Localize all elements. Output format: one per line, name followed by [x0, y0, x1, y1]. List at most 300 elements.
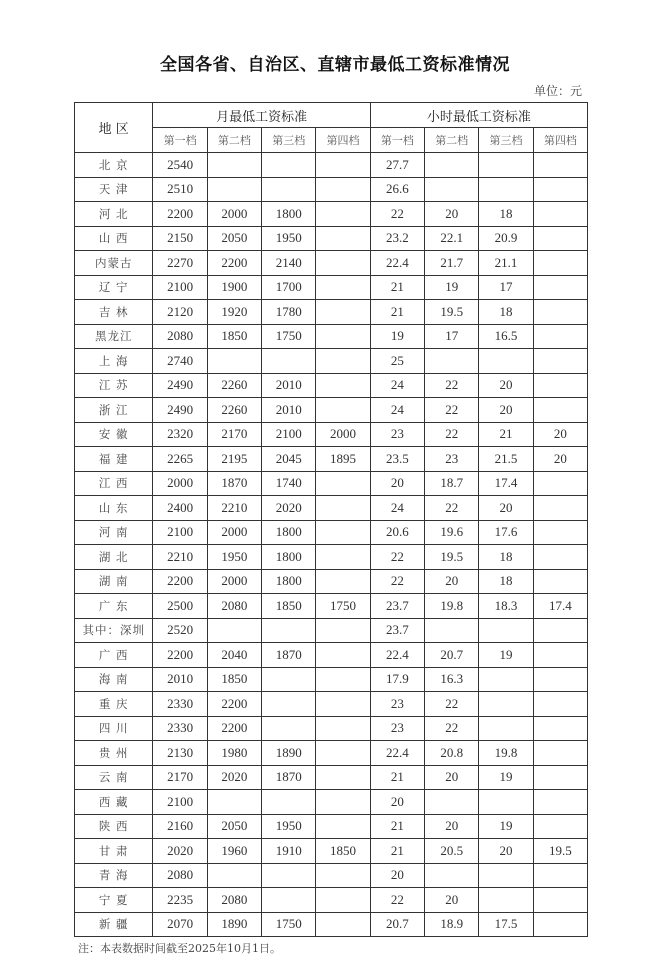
hourly-tier-2-cell: 20 [425, 814, 479, 839]
hourly-tier-4-cell [533, 177, 587, 202]
hourly-tier-1-cell: 24 [370, 398, 424, 423]
region-cell: 河 南 [75, 520, 153, 545]
hourly-tier-4-cell [533, 888, 587, 913]
monthly-tier-4-cell [316, 398, 370, 423]
hourly-tier-3-cell [479, 716, 533, 741]
hourly-tier-1-cell: 19 [370, 324, 424, 349]
monthly-tier-3-cell: 2100 [262, 422, 316, 447]
monthly-tier-4-cell [316, 226, 370, 251]
monthly-tier-1-cell: 2080 [153, 863, 207, 888]
hourly-tier-3-cell: 21.5 [479, 447, 533, 472]
monthly-tier-4-header: 第四档 [316, 128, 370, 153]
hourly-tier-1-cell: 20 [370, 471, 424, 496]
monthly-tier-2-cell [207, 349, 261, 374]
table-row [75, 545, 588, 570]
region-cell: 宁 夏 [75, 888, 153, 913]
hourly-tier-1-cell: 23.5 [370, 447, 424, 472]
table-row [75, 594, 588, 619]
monthly-tier-3-cell: 2140 [262, 251, 316, 276]
monthly-tier-3-cell: 1750 [262, 324, 316, 349]
region-cell: 其中：深圳 [75, 618, 153, 643]
hourly-tier-2-cell: 20 [425, 202, 479, 227]
monthly-tier-2-cell: 1850 [207, 667, 261, 692]
monthly-tier-3-header: 第三档 [262, 128, 316, 153]
monthly-tier-2-cell: 2200 [207, 716, 261, 741]
hourly-tier-4-cell [533, 912, 587, 937]
monthly-tier-2-cell: 2210 [207, 496, 261, 521]
hourly-tier-3-cell: 18.3 [479, 594, 533, 619]
table-row [75, 765, 588, 790]
hourly-tier-4-cell [533, 643, 587, 668]
monthly-tier-2-cell: 2040 [207, 643, 261, 668]
hourly-tier-4-cell [533, 520, 587, 545]
region-cell: 西 藏 [75, 790, 153, 815]
monthly-tier-3-cell [262, 618, 316, 643]
monthly-tier-4-cell [316, 912, 370, 937]
region-cell: 青 海 [75, 863, 153, 888]
hourly-tier-4-cell [533, 251, 587, 276]
monthly-tier-2-cell: 1920 [207, 300, 261, 325]
monthly-tier-4-cell [316, 520, 370, 545]
hourly-tier-3-cell: 19 [479, 643, 533, 668]
hourly-tier-2-cell: 22 [425, 422, 479, 447]
monthly-tier-2-cell: 1850 [207, 324, 261, 349]
monthly-tier-1-cell: 2130 [153, 741, 207, 766]
hourly-tier-2-cell: 18.9 [425, 912, 479, 937]
hourly-tier-3-cell: 18 [479, 202, 533, 227]
hourly-tier-4-cell [533, 618, 587, 643]
monthly-tier-1-cell: 2235 [153, 888, 207, 913]
monthly-tier-2-cell [207, 790, 261, 815]
monthly-tier-1-cell: 2400 [153, 496, 207, 521]
hourly-tier-1-cell: 23 [370, 422, 424, 447]
monthly-tier-3-cell [262, 153, 316, 178]
table-row [75, 324, 588, 349]
monthly-tier-4-cell [316, 251, 370, 276]
region-cell: 广 东 [75, 594, 153, 619]
table-row [75, 471, 588, 496]
hourly-tier-2-cell: 22 [425, 716, 479, 741]
table-row [75, 496, 588, 521]
monthly-tier-4-cell [316, 643, 370, 668]
hourly-tier-1-cell: 22 [370, 202, 424, 227]
region-cell: 福 建 [75, 447, 153, 472]
monthly-tier-3-cell: 2010 [262, 373, 316, 398]
hourly-wage-header: 小时最低工资标准 [370, 103, 587, 128]
hourly-tier-2-cell: 22 [425, 496, 479, 521]
monthly-tier-3-cell: 2045 [262, 447, 316, 472]
hourly-tier-2-cell: 20 [425, 888, 479, 913]
monthly-tier-1-cell: 2200 [153, 569, 207, 594]
monthly-tier-3-cell [262, 692, 316, 717]
monthly-tier-1-cell: 2120 [153, 300, 207, 325]
monthly-tier-3-cell [262, 888, 316, 913]
monthly-tier-2-cell: 2195 [207, 447, 261, 472]
hourly-tier-2-cell [425, 349, 479, 374]
hourly-tier-4-cell [533, 226, 587, 251]
monthly-tier-4-cell [316, 471, 370, 496]
hourly-tier-2-cell: 19.8 [425, 594, 479, 619]
hourly-tier-3-cell [479, 863, 533, 888]
monthly-tier-3-cell: 1870 [262, 765, 316, 790]
monthly-tier-3-cell: 1890 [262, 741, 316, 766]
hourly-tier-4-cell [533, 741, 587, 766]
monthly-tier-4-cell [316, 177, 370, 202]
table-row [75, 373, 588, 398]
monthly-tier-3-cell [262, 667, 316, 692]
hourly-tier-2-cell: 21.7 [425, 251, 479, 276]
table-row [75, 643, 588, 668]
hourly-tier-4-cell [533, 496, 587, 521]
monthly-tier-4-cell [316, 275, 370, 300]
monthly-tier-1-cell: 2510 [153, 177, 207, 202]
monthly-tier-1-cell: 2500 [153, 594, 207, 619]
monthly-tier-3-cell: 1750 [262, 912, 316, 937]
hourly-tier-3-cell: 21 [479, 422, 533, 447]
monthly-tier-4-cell: 1750 [316, 594, 370, 619]
hourly-tier-3-cell [479, 177, 533, 202]
monthly-tier-2-cell: 2080 [207, 888, 261, 913]
table-row [75, 741, 588, 766]
table-row [75, 300, 588, 325]
hourly-tier-1-cell: 21 [370, 765, 424, 790]
hourly-tier-1-cell: 21 [370, 300, 424, 325]
monthly-tier-2-cell: 2050 [207, 226, 261, 251]
hourly-tier-2-cell: 19.5 [425, 545, 479, 570]
hourly-tier-4-cell [533, 324, 587, 349]
hourly-tier-2-cell: 16.3 [425, 667, 479, 692]
hourly-tier-3-cell [479, 153, 533, 178]
hourly-tier-2-cell: 20.7 [425, 643, 479, 668]
region-cell: 黑龙江 [75, 324, 153, 349]
monthly-tier-4-cell [316, 667, 370, 692]
hourly-tier-1-cell: 22.4 [370, 643, 424, 668]
region-cell: 北 京 [75, 153, 153, 178]
monthly-tier-4-cell [316, 765, 370, 790]
hourly-tier-1-cell: 23.2 [370, 226, 424, 251]
hourly-tier-2-cell: 20.8 [425, 741, 479, 766]
monthly-tier-4-cell [316, 373, 370, 398]
monthly-tier-1-cell: 2210 [153, 545, 207, 570]
hourly-tier-1-cell: 23 [370, 692, 424, 717]
hourly-tier-4-cell [533, 667, 587, 692]
hourly-tier-1-cell: 22 [370, 888, 424, 913]
hourly-tier-3-cell [479, 667, 533, 692]
hourly-tier-1-cell: 17.9 [370, 667, 424, 692]
monthly-tier-1-header: 第一档 [153, 128, 207, 153]
monthly-tier-4-cell: 2000 [316, 422, 370, 447]
table-row [75, 520, 588, 545]
monthly-tier-1-cell: 2540 [153, 153, 207, 178]
hourly-tier-1-cell: 22.4 [370, 741, 424, 766]
hourly-tier-4-cell [533, 202, 587, 227]
hourly-tier-2-cell: 22 [425, 398, 479, 423]
hourly-tier-3-cell: 19.8 [479, 741, 533, 766]
region-cell: 陕 西 [75, 814, 153, 839]
hourly-tier-3-cell: 20 [479, 496, 533, 521]
monthly-tier-1-cell: 2100 [153, 520, 207, 545]
hourly-tier-1-cell: 20.6 [370, 520, 424, 545]
hourly-tier-2-cell: 22 [425, 692, 479, 717]
hourly-tier-3-cell [479, 692, 533, 717]
hourly-tier-3-cell [479, 349, 533, 374]
monthly-tier-1-cell: 2265 [153, 447, 207, 472]
region-cell: 广 西 [75, 643, 153, 668]
region-cell: 海 南 [75, 667, 153, 692]
hourly-tier-3-cell: 18 [479, 545, 533, 570]
table-row [75, 814, 588, 839]
hourly-tier-4-cell [533, 765, 587, 790]
table-row [75, 177, 588, 202]
monthly-tier-2-cell: 1980 [207, 741, 261, 766]
hourly-tier-4-cell: 17.4 [533, 594, 587, 619]
hourly-tier-4-cell: 20 [533, 422, 587, 447]
monthly-tier-3-cell: 1780 [262, 300, 316, 325]
monthly-tier-2-cell: 1890 [207, 912, 261, 937]
monthly-tier-3-cell: 1800 [262, 569, 316, 594]
monthly-tier-2-cell [207, 177, 261, 202]
hourly-tier-2-cell [425, 177, 479, 202]
region-cell: 上 海 [75, 349, 153, 374]
table-body [75, 153, 588, 937]
hourly-tier-1-cell: 23 [370, 716, 424, 741]
monthly-tier-3-cell [262, 716, 316, 741]
hourly-tier-1-cell: 21 [370, 275, 424, 300]
hourly-tier-1-cell: 24 [370, 373, 424, 398]
monthly-tier-3-cell: 1800 [262, 545, 316, 570]
table-row [75, 251, 588, 276]
hourly-tier-4-cell [533, 153, 587, 178]
table-row [75, 349, 588, 374]
monthly-tier-2-cell: 2260 [207, 373, 261, 398]
minimum-wage-table [74, 102, 588, 937]
hourly-tier-4-cell [533, 300, 587, 325]
hourly-tier-3-cell: 17.4 [479, 471, 533, 496]
hourly-tier-2-cell: 20.5 [425, 839, 479, 864]
monthly-tier-3-cell [262, 790, 316, 815]
hourly-tier-3-cell: 20 [479, 373, 533, 398]
table-row [75, 275, 588, 300]
monthly-tier-1-cell: 2010 [153, 667, 207, 692]
hourly-tier-2-cell [425, 790, 479, 815]
table-row [75, 863, 588, 888]
hourly-tier-3-cell: 17 [479, 275, 533, 300]
monthly-tier-2-cell: 1960 [207, 839, 261, 864]
table-row [75, 226, 588, 251]
hourly-tier-3-cell: 16.5 [479, 324, 533, 349]
table-row [75, 692, 588, 717]
region-cell: 天 津 [75, 177, 153, 202]
hourly-tier-2-cell: 19.5 [425, 300, 479, 325]
hourly-tier-2-cell: 22.1 [425, 226, 479, 251]
monthly-tier-3-cell: 2010 [262, 398, 316, 423]
monthly-tier-4-cell [316, 153, 370, 178]
hourly-tier-4-cell [533, 863, 587, 888]
monthly-tier-4-cell [316, 814, 370, 839]
table-row [75, 569, 588, 594]
monthly-tier-2-cell [207, 863, 261, 888]
monthly-tier-3-cell: 2020 [262, 496, 316, 521]
table-row [75, 667, 588, 692]
monthly-tier-4-cell [316, 863, 370, 888]
hourly-tier-4-cell [533, 545, 587, 570]
monthly-tier-4-cell [316, 692, 370, 717]
hourly-tier-4-cell [533, 716, 587, 741]
monthly-tier-2-cell [207, 618, 261, 643]
footnote: 注：本表数据时间截至2025年10月1日。 [78, 942, 281, 955]
monthly-tier-1-cell: 2740 [153, 349, 207, 374]
hourly-tier-2-cell: 17 [425, 324, 479, 349]
monthly-tier-3-cell [262, 863, 316, 888]
monthly-tier-1-cell: 2000 [153, 471, 207, 496]
hourly-tier-4-cell [533, 814, 587, 839]
monthly-tier-4-cell [316, 496, 370, 521]
hourly-tier-1-cell: 21 [370, 814, 424, 839]
monthly-tier-2-cell: 1870 [207, 471, 261, 496]
monthly-tier-3-cell: 1850 [262, 594, 316, 619]
hourly-tier-3-cell: 17.5 [479, 912, 533, 937]
hourly-tier-3-header: 第三档 [479, 128, 533, 153]
hourly-tier-2-cell: 19 [425, 275, 479, 300]
hourly-tier-3-cell: 18 [479, 300, 533, 325]
region-cell: 浙 江 [75, 398, 153, 423]
hourly-tier-2-cell [425, 153, 479, 178]
hourly-tier-1-cell: 22 [370, 569, 424, 594]
monthly-tier-1-cell: 2490 [153, 373, 207, 398]
hourly-tier-3-cell: 19 [479, 814, 533, 839]
region-cell: 山 西 [75, 226, 153, 251]
monthly-tier-1-cell: 2200 [153, 643, 207, 668]
region-cell: 江 苏 [75, 373, 153, 398]
hourly-tier-3-cell [479, 888, 533, 913]
table-row [75, 422, 588, 447]
monthly-tier-1-cell: 2100 [153, 275, 207, 300]
monthly-tier-4-cell [316, 349, 370, 374]
table-row [75, 888, 588, 913]
hourly-tier-2-cell: 22 [425, 373, 479, 398]
monthly-tier-4-cell [316, 202, 370, 227]
region-cell: 四 川 [75, 716, 153, 741]
table-row [75, 790, 588, 815]
hourly-tier-3-cell: 19 [479, 765, 533, 790]
hourly-tier-4-cell [533, 349, 587, 374]
hourly-tier-4-header: 第四档 [533, 128, 587, 153]
monthly-tier-2-cell: 1950 [207, 545, 261, 570]
region-cell: 河 北 [75, 202, 153, 227]
hourly-tier-3-cell: 18 [479, 569, 533, 594]
region-cell: 云 南 [75, 765, 153, 790]
monthly-tier-2-cell: 2020 [207, 765, 261, 790]
hourly-tier-4-cell: 19.5 [533, 839, 587, 864]
monthly-tier-1-cell: 2520 [153, 618, 207, 643]
monthly-tier-1-cell: 2160 [153, 814, 207, 839]
table-row [75, 153, 588, 178]
hourly-tier-1-cell: 26.6 [370, 177, 424, 202]
region-cell: 江 西 [75, 471, 153, 496]
hourly-tier-4-cell [533, 569, 587, 594]
table-row [75, 912, 588, 937]
table-row [75, 716, 588, 741]
monthly-tier-4-cell [316, 888, 370, 913]
monthly-tier-4-cell [316, 716, 370, 741]
region-cell: 山 东 [75, 496, 153, 521]
hourly-tier-1-cell: 25 [370, 349, 424, 374]
monthly-tier-3-cell: 1740 [262, 471, 316, 496]
monthly-tier-2-cell: 2200 [207, 251, 261, 276]
monthly-tier-4-cell [316, 324, 370, 349]
monthly-tier-1-cell: 2070 [153, 912, 207, 937]
hourly-tier-2-cell: 20 [425, 765, 479, 790]
hourly-tier-3-cell: 20 [479, 839, 533, 864]
hourly-tier-2-cell: 19.6 [425, 520, 479, 545]
hourly-tier-3-cell [479, 618, 533, 643]
hourly-tier-1-cell: 22.4 [370, 251, 424, 276]
table-row [75, 202, 588, 227]
hourly-tier-4-cell [533, 790, 587, 815]
table-row [75, 447, 588, 472]
hourly-tier-4-cell [533, 692, 587, 717]
hourly-tier-3-cell: 17.6 [479, 520, 533, 545]
monthly-tier-1-cell: 2270 [153, 251, 207, 276]
hourly-tier-4-cell [533, 398, 587, 423]
monthly-tier-1-cell: 2330 [153, 692, 207, 717]
hourly-tier-1-cell: 21 [370, 839, 424, 864]
table-row [75, 618, 588, 643]
region-cell: 重 庆 [75, 692, 153, 717]
monthly-tier-3-cell: 1910 [262, 839, 316, 864]
region-cell: 甘 肃 [75, 839, 153, 864]
monthly-tier-1-cell: 2330 [153, 716, 207, 741]
region-cell: 湖 南 [75, 569, 153, 594]
hourly-tier-2-cell: 20 [425, 569, 479, 594]
monthly-tier-1-cell: 2320 [153, 422, 207, 447]
monthly-tier-2-cell: 2170 [207, 422, 261, 447]
monthly-tier-4-cell: 1895 [316, 447, 370, 472]
monthly-tier-1-cell: 2170 [153, 765, 207, 790]
monthly-tier-2-cell: 1900 [207, 275, 261, 300]
hourly-tier-1-cell: 27.7 [370, 153, 424, 178]
unit-label: 单位：元 [533, 84, 582, 98]
monthly-tier-4-cell [316, 618, 370, 643]
region-column-header: 地 区 [75, 103, 153, 153]
region-cell: 吉 林 [75, 300, 153, 325]
monthly-tier-3-cell: 1950 [262, 814, 316, 839]
monthly-tier-4-cell [316, 790, 370, 815]
monthly-tier-1-cell: 2020 [153, 839, 207, 864]
hourly-tier-4-cell [533, 373, 587, 398]
monthly-tier-3-cell: 1700 [262, 275, 316, 300]
monthly-tier-3-cell: 1950 [262, 226, 316, 251]
monthly-tier-3-cell: 1800 [262, 520, 316, 545]
monthly-tier-2-cell [207, 153, 261, 178]
region-cell: 贵 州 [75, 741, 153, 766]
monthly-tier-1-cell: 2490 [153, 398, 207, 423]
monthly-tier-2-cell: 2200 [207, 692, 261, 717]
hourly-tier-2-header: 第二档 [425, 128, 479, 153]
hourly-tier-3-cell: 20.9 [479, 226, 533, 251]
hourly-tier-1-cell: 20 [370, 790, 424, 815]
monthly-tier-4-cell: 1850 [316, 839, 370, 864]
table-row [75, 839, 588, 864]
region-cell: 内蒙古 [75, 251, 153, 276]
hourly-tier-2-cell: 23 [425, 447, 479, 472]
hourly-tier-1-header: 第一档 [370, 128, 424, 153]
region-cell: 新 疆 [75, 912, 153, 937]
monthly-tier-4-cell [316, 569, 370, 594]
monthly-tier-4-cell [316, 300, 370, 325]
monthly-tier-2-cell: 2000 [207, 569, 261, 594]
monthly-tier-2-cell: 2260 [207, 398, 261, 423]
